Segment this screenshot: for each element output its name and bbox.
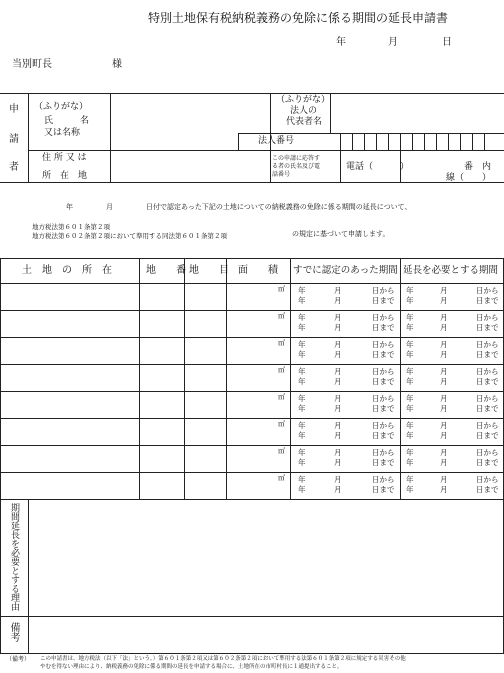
addressee-honorific: 様 bbox=[112, 59, 122, 70]
extension-from-year: 年 bbox=[406, 421, 414, 430]
certified-period-field[interactable] bbox=[291, 473, 399, 498]
certified-from-day: 日から bbox=[372, 313, 395, 322]
date-day: 日 bbox=[442, 37, 452, 48]
extension-from-month: 月 bbox=[440, 394, 448, 403]
land-category-field[interactable] bbox=[185, 338, 225, 363]
col-header-location: 土 地 の 所 在 bbox=[22, 265, 112, 276]
extension-from-day: 日から bbox=[476, 448, 499, 457]
extension-from-month: 月 bbox=[440, 286, 448, 295]
extension-from-year: 年 bbox=[406, 313, 414, 322]
extension-period-field[interactable] bbox=[401, 284, 502, 309]
certified-period-field[interactable] bbox=[291, 365, 399, 390]
contact-label-2: る者の氏名及び電 bbox=[272, 163, 321, 170]
extension-period-field[interactable] bbox=[401, 419, 502, 444]
land-category-field[interactable] bbox=[185, 365, 225, 390]
extension-label-1: 番 内 bbox=[464, 162, 492, 172]
certified-to-year: 年 bbox=[298, 323, 306, 332]
certified-from-year: 年 bbox=[298, 394, 306, 403]
certified-to-year: 年 bbox=[298, 431, 306, 440]
name-label: 氏 名 bbox=[44, 116, 90, 126]
statement-law-1: 地方税法第６０１条第２項 bbox=[32, 223, 110, 231]
certified-from-day: 日から bbox=[372, 421, 395, 430]
corp-number-field[interactable] bbox=[340, 133, 504, 150]
location-field[interactable] bbox=[1, 284, 138, 309]
lot-number-field[interactable] bbox=[140, 338, 183, 363]
extension-to-month: 月 bbox=[440, 404, 448, 413]
col-header-certified-period: すでに認定のあった期間 bbox=[293, 265, 398, 276]
contact-label-1: この申請に応答す bbox=[272, 155, 321, 162]
land-category-field[interactable] bbox=[185, 392, 225, 417]
land-category-field[interactable] bbox=[185, 419, 225, 444]
certified-period-field[interactable] bbox=[291, 446, 399, 471]
certified-from-day: 日から bbox=[372, 286, 395, 295]
certified-period-field[interactable] bbox=[291, 338, 399, 363]
certified-to-month: 月 bbox=[334, 296, 342, 305]
extension-to-day: 日まで bbox=[476, 404, 499, 413]
certified-from-month: 月 bbox=[334, 313, 342, 322]
certified-from-day: 日から bbox=[372, 394, 395, 403]
reason-field[interactable] bbox=[29, 500, 503, 616]
certified-from-year: 年 bbox=[298, 367, 306, 376]
remarks-label: 備考 bbox=[8, 622, 19, 642]
extension-to-month: 月 bbox=[440, 296, 448, 305]
certified-to-day: 日まで bbox=[372, 377, 395, 386]
certified-to-year: 年 bbox=[298, 404, 306, 413]
certified-from-day: 日から bbox=[372, 475, 395, 484]
extension-to-year: 年 bbox=[406, 404, 414, 413]
extension-from-month: 月 bbox=[440, 367, 448, 376]
statement-line2: の規定に基づいて申請します。 bbox=[292, 230, 390, 238]
extension-to-month: 月 bbox=[440, 485, 448, 494]
extension-from-day: 日から bbox=[476, 421, 499, 430]
area-unit: ㎡ bbox=[278, 420, 285, 428]
lot-number-field[interactable] bbox=[140, 311, 183, 336]
certified-to-month: 月 bbox=[334, 350, 342, 359]
certified-from-month: 月 bbox=[334, 421, 342, 430]
table-row bbox=[0, 445, 504, 472]
certified-to-month: 月 bbox=[334, 458, 342, 467]
contact-label-3: 話番号 bbox=[272, 171, 291, 178]
date-month: 月 bbox=[388, 37, 398, 48]
lot-number-field[interactable] bbox=[140, 473, 183, 498]
col-header-land-category: 地 目 bbox=[189, 265, 229, 276]
certified-from-year: 年 bbox=[298, 448, 306, 457]
certified-from-month: 月 bbox=[334, 475, 342, 484]
certified-from-month: 月 bbox=[334, 340, 342, 349]
certified-from-year: 年 bbox=[298, 475, 306, 484]
extension-from-day: 日から bbox=[476, 340, 499, 349]
extension-from-month: 月 bbox=[440, 421, 448, 430]
phone-label: 電話（ ） bbox=[346, 162, 410, 172]
note-label: （備考） bbox=[6, 656, 31, 663]
rep-furigana-label: （ふりがな） bbox=[276, 95, 331, 105]
extension-to-month: 月 bbox=[440, 350, 448, 359]
location-field[interactable] bbox=[1, 392, 138, 417]
lot-number-field[interactable] bbox=[140, 392, 183, 417]
location-field[interactable] bbox=[1, 365, 138, 390]
area-unit: ㎡ bbox=[278, 366, 285, 374]
certified-period-field[interactable] bbox=[291, 311, 399, 336]
location-field[interactable] bbox=[1, 311, 138, 336]
certified-to-month: 月 bbox=[334, 323, 342, 332]
extension-to-year: 年 bbox=[406, 458, 414, 467]
addressee-name: 当別町長 bbox=[12, 59, 52, 70]
extension-from-year: 年 bbox=[406, 286, 414, 295]
extension-from-year: 年 bbox=[406, 448, 414, 457]
certified-to-day: 日まで bbox=[372, 458, 395, 467]
extension-to-day: 日まで bbox=[476, 431, 499, 440]
extension-period-field[interactable] bbox=[401, 473, 502, 498]
table-row bbox=[0, 472, 504, 499]
certified-from-month: 月 bbox=[334, 286, 342, 295]
extension-from-month: 月 bbox=[440, 448, 448, 457]
certified-to-day: 日まで bbox=[372, 485, 395, 494]
extension-period-field[interactable] bbox=[401, 338, 502, 363]
table-row bbox=[0, 310, 504, 337]
lot-number-field[interactable] bbox=[140, 446, 183, 471]
extension-to-day: 日まで bbox=[476, 458, 499, 467]
extension-from-year: 年 bbox=[406, 367, 414, 376]
location-field[interactable] bbox=[1, 446, 138, 471]
extension-to-year: 年 bbox=[406, 296, 414, 305]
certified-to-year: 年 bbox=[298, 350, 306, 359]
name-or-title-label: 又は名称 bbox=[44, 128, 81, 138]
certified-to-day: 日まで bbox=[372, 323, 395, 332]
area-unit: ㎡ bbox=[278, 339, 285, 347]
applicant-label-2: 請 bbox=[9, 134, 19, 145]
extension-to-year: 年 bbox=[406, 431, 414, 440]
area-unit: ㎡ bbox=[278, 474, 285, 482]
location-field[interactable] bbox=[1, 338, 138, 363]
address-label-2: 所 在 地 bbox=[42, 171, 88, 181]
extension-to-year: 年 bbox=[406, 323, 414, 332]
extension-from-day: 日から bbox=[476, 475, 499, 484]
certified-period-field[interactable] bbox=[291, 419, 399, 444]
statement-year: 年 bbox=[66, 203, 73, 211]
extension-period-field[interactable] bbox=[401, 446, 502, 471]
certified-to-year: 年 bbox=[298, 485, 306, 494]
page-title: 特別土地保有税納税義務の免除に係る期間の延長申請書 bbox=[148, 11, 449, 25]
date-year: 年 bbox=[336, 37, 346, 48]
land-category-field[interactable] bbox=[185, 473, 225, 498]
extension-to-month: 月 bbox=[440, 431, 448, 440]
applicant-label-1: 申 bbox=[9, 104, 19, 115]
contact-field[interactable] bbox=[341, 151, 503, 182]
table-row bbox=[0, 283, 504, 310]
location-field[interactable] bbox=[1, 419, 138, 444]
statement-law-2: 地方税法第６０２条第２項において準用する同法第６０１条第２項 bbox=[32, 232, 227, 240]
extension-to-year: 年 bbox=[406, 485, 414, 494]
certified-to-day: 日まで bbox=[372, 404, 395, 413]
extension-to-day: 日まで bbox=[476, 377, 499, 386]
extension-from-day: 日から bbox=[476, 313, 499, 322]
lot-number-field[interactable] bbox=[140, 284, 183, 309]
col-header-extension-period: 延長を必要とする期間 bbox=[403, 265, 499, 276]
extension-period-field[interactable] bbox=[401, 392, 502, 417]
area-unit: ㎡ bbox=[278, 393, 285, 401]
extension-from-year: 年 bbox=[406, 394, 414, 403]
certified-from-day: 日から bbox=[372, 340, 395, 349]
area-unit: ㎡ bbox=[278, 447, 285, 455]
reason-label: 期間延長を必要とする理由 bbox=[9, 503, 19, 611]
certified-to-year: 年 bbox=[298, 458, 306, 467]
extension-period-field[interactable] bbox=[401, 365, 502, 390]
table-row bbox=[0, 391, 504, 418]
table-row bbox=[0, 364, 504, 391]
extension-from-day: 日から bbox=[476, 286, 499, 295]
extension-from-day: 日から bbox=[476, 367, 499, 376]
certified-to-day: 日まで bbox=[372, 350, 395, 359]
extension-from-month: 月 bbox=[440, 475, 448, 484]
lot-number-field[interactable] bbox=[140, 419, 183, 444]
extension-from-month: 月 bbox=[440, 313, 448, 322]
certified-period-field[interactable] bbox=[291, 392, 399, 417]
certified-from-month: 月 bbox=[334, 394, 342, 403]
table-row bbox=[0, 418, 504, 445]
name-furigana-label: （ふりがな） bbox=[34, 102, 89, 112]
extension-to-month: 月 bbox=[440, 323, 448, 332]
certified-to-year: 年 bbox=[298, 296, 306, 305]
col-header-area: 面 積 bbox=[238, 265, 278, 276]
certified-period-field[interactable] bbox=[291, 284, 399, 309]
extension-to-year: 年 bbox=[406, 350, 414, 359]
applicant-name-field[interactable] bbox=[111, 94, 269, 150]
note-line-2: やむを得ない理由により、納税義務の免除に係る期間の延長を申請する場合に、土地所在の市町村長に１通提出すること。 bbox=[40, 664, 343, 670]
extension-from-day: 日から bbox=[476, 394, 499, 403]
extension-to-month: 月 bbox=[440, 377, 448, 386]
certified-from-month: 月 bbox=[334, 448, 342, 457]
representative-name-field[interactable] bbox=[331, 94, 503, 133]
col-header-lot-number: 地 番 bbox=[146, 265, 186, 276]
applicant-label-3: 者 bbox=[9, 162, 19, 173]
certified-from-day: 日から bbox=[372, 448, 395, 457]
certified-to-month: 月 bbox=[334, 485, 342, 494]
address-field[interactable] bbox=[111, 151, 269, 182]
rep-label-1: 法人の bbox=[290, 106, 318, 116]
extension-label-2: 線（ ） bbox=[446, 173, 492, 183]
certified-from-year: 年 bbox=[298, 421, 306, 430]
certified-to-month: 月 bbox=[334, 431, 342, 440]
extension-to-day: 日まで bbox=[476, 323, 499, 332]
area-unit: ㎡ bbox=[278, 312, 285, 320]
remarks-field[interactable] bbox=[29, 617, 503, 653]
certified-to-year: 年 bbox=[298, 377, 306, 386]
extension-to-day: 日まで bbox=[476, 350, 499, 359]
certified-from-year: 年 bbox=[298, 340, 306, 349]
extension-period-field[interactable] bbox=[401, 311, 502, 336]
land-category-field[interactable] bbox=[185, 446, 225, 471]
location-field[interactable] bbox=[1, 473, 138, 498]
extension-from-year: 年 bbox=[406, 340, 414, 349]
statement-month: 月 bbox=[106, 203, 113, 211]
address-label-1: 住 所 又 は bbox=[42, 153, 87, 163]
certified-to-month: 月 bbox=[334, 377, 342, 386]
certified-to-month: 月 bbox=[334, 404, 342, 413]
rep-label-2: 代表者名 bbox=[286, 117, 323, 127]
certified-to-day: 日まで bbox=[372, 296, 395, 305]
certified-from-year: 年 bbox=[298, 286, 306, 295]
lot-number-field[interactable] bbox=[140, 365, 183, 390]
extension-to-day: 日まで bbox=[476, 485, 499, 494]
extension-from-month: 月 bbox=[440, 340, 448, 349]
statement-line1: 日付で認定あった下記の土地についての納税義務の免除に係る期間の延長について、 bbox=[146, 203, 412, 211]
extension-to-day: 日まで bbox=[476, 296, 499, 305]
certified-from-day: 日から bbox=[372, 367, 395, 376]
certified-from-month: 月 bbox=[334, 367, 342, 376]
corp-number-label: 法人番号 bbox=[258, 136, 295, 146]
extension-to-year: 年 bbox=[406, 377, 414, 386]
area-unit: ㎡ bbox=[278, 285, 285, 293]
table-row bbox=[0, 337, 504, 364]
land-category-field[interactable] bbox=[185, 284, 225, 309]
certified-from-year: 年 bbox=[298, 313, 306, 322]
land-category-field[interactable] bbox=[185, 311, 225, 336]
certified-to-day: 日まで bbox=[372, 431, 395, 440]
extension-from-year: 年 bbox=[406, 475, 414, 484]
note-line-1: この申請書は、地方税法（以下「法」という。）第６０１条第２項又は第６０２条第２項において準用する法第６０１条第２項に規定する災害その他 bbox=[40, 656, 406, 662]
extension-to-month: 月 bbox=[440, 458, 448, 467]
